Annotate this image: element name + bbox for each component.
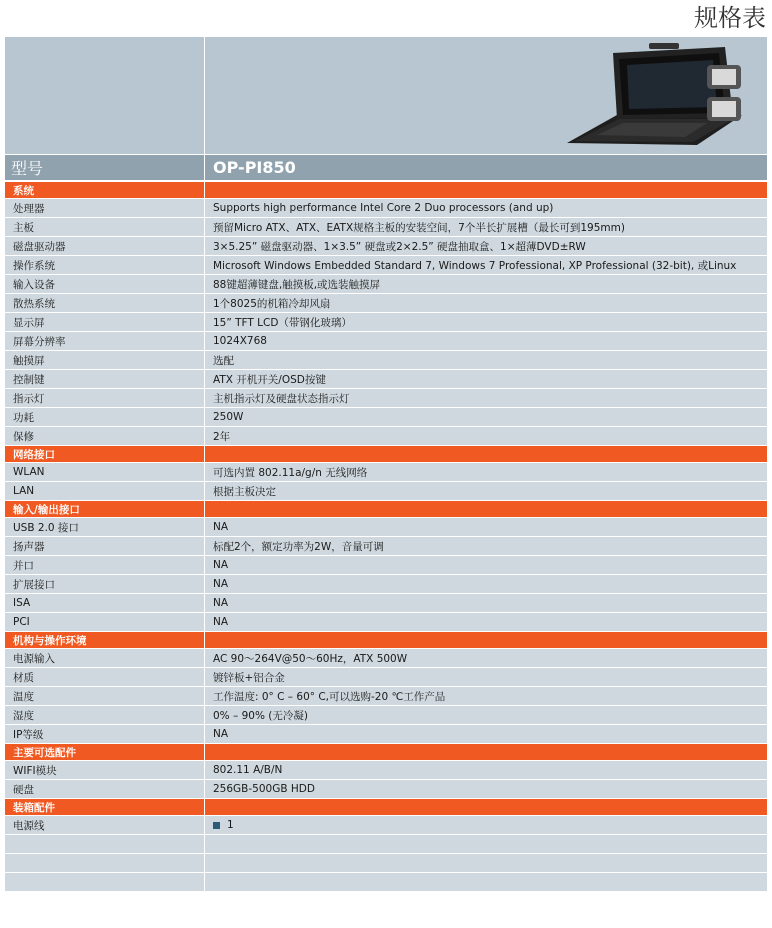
spec-row: [5, 389, 767, 408]
spec-row: [5, 351, 767, 370]
spec-table: [5, 37, 767, 892]
spec-row: [5, 594, 767, 613]
spec-label: 输入设备: [13, 278, 55, 291]
spec-value: 0% – 90% (无冷凝): [204, 706, 767, 724]
spec-value: [204, 873, 767, 891]
spec-value: 根据主板决定: [204, 482, 767, 500]
spec-row: [5, 294, 767, 313]
spec-row: [5, 482, 767, 501]
spec-row: [5, 463, 767, 482]
section-header: [5, 632, 767, 649]
blank-row: [5, 835, 767, 854]
model-label: 型号: [11, 159, 44, 178]
blank-row: [5, 873, 767, 892]
spec-row: [5, 408, 767, 427]
spec-label: LAN: [13, 485, 35, 497]
page-title: 规格表: [694, 4, 766, 32]
spec-row: [5, 237, 767, 256]
spec-value: 256GB-500GB HDD: [204, 780, 767, 798]
spec-row: [5, 613, 767, 632]
spec-label: 温度: [13, 690, 34, 703]
spec-value: [204, 182, 767, 198]
section-title: 主要可选配件: [13, 746, 76, 759]
spec-row: [5, 332, 767, 351]
spec-value: 250W: [204, 408, 767, 426]
image-header-left: [5, 37, 204, 154]
spec-row: [5, 725, 767, 744]
spec-value: [204, 744, 767, 760]
spec-row: [5, 761, 767, 780]
spec-label: 硬盘: [13, 783, 34, 796]
spec-value: [204, 835, 767, 853]
spec-label: [5, 873, 204, 891]
section-header: [5, 799, 767, 816]
spec-label: [5, 835, 204, 853]
spec-value: Microsoft Windows Embedded Standard 7, Windows 7 Professional, XP Professional (32-bit), 或Linux: [204, 256, 767, 274]
spec-label: 保修: [13, 430, 34, 443]
spec-row: [5, 706, 767, 725]
spec-row: [5, 687, 767, 706]
spec-row: [5, 427, 767, 446]
section-header: [5, 182, 767, 199]
spec-value: 标配2个，额定功率为2W，音量可调: [204, 537, 767, 555]
section-title: 装箱配件: [13, 801, 55, 814]
spec-value: 可选内置 802.11a/g/n 无线网络: [204, 463, 767, 481]
spec-label: 操作系统: [13, 259, 55, 272]
spec-row: [5, 575, 767, 594]
spec-label: 屏幕分辨率: [13, 335, 66, 348]
spec-label: IP等级: [13, 728, 44, 741]
spec-row: [5, 649, 767, 668]
spec-label: 磁盘驱动器: [13, 240, 66, 253]
spec-label: 扩展接口: [13, 578, 55, 591]
spec-label: 湿度: [13, 709, 34, 722]
section-title: 网络接口: [13, 448, 55, 461]
spec-row: [5, 199, 767, 218]
spec-label: ISA: [13, 597, 31, 609]
spec-value: 802.11 A/B/N: [204, 761, 767, 779]
section-header: [5, 446, 767, 463]
spec-value: [204, 632, 767, 648]
spec-row: [5, 780, 767, 799]
spec-label: 电源输入: [13, 652, 55, 665]
spec-value: AC 90～264V@50～60Hz，ATX 500W: [204, 649, 767, 667]
spec-label: 指示灯: [13, 392, 45, 405]
spec-value: NA: [204, 594, 767, 612]
spec-value: [204, 799, 767, 815]
spec-value: 工作温度: 0° C – 60° C,可以选购-20 ℃工作产品: [204, 687, 767, 705]
spec-value: NA: [204, 518, 767, 536]
spec-label: 触摸屏: [13, 354, 45, 367]
spec-label: 功耗: [13, 411, 34, 424]
spec-row: [5, 256, 767, 275]
spec-value: [204, 446, 767, 462]
spec-label: USB 2.0 接口: [13, 521, 79, 534]
spec-row: [5, 313, 767, 332]
spec-value: ATX 开机开关/OSD按键: [204, 370, 767, 388]
spec-value: [204, 816, 767, 834]
spec-value: 预留Micro ATX、ATX、EATX规格主板的安装空间，7个半长扩展槽（最长可到195mm): [204, 218, 767, 236]
spec-row: [5, 537, 767, 556]
image-header-row: [5, 37, 767, 155]
section-header: [5, 744, 767, 761]
spec-label: 显示屏: [13, 316, 45, 329]
spec-value: 15” TFT LCD（带钢化玻璃）: [204, 313, 767, 331]
spec-value: 主机指示灯及硬盘状态指示灯: [204, 389, 767, 407]
spec-label: PCI: [13, 616, 30, 628]
spec-label: 处理器: [13, 202, 45, 215]
spec-value: NA: [204, 613, 767, 631]
spec-label: 电源线: [13, 819, 45, 832]
product-image: [557, 43, 747, 154]
spec-label: 材质: [13, 671, 34, 684]
spec-label: WLAN: [13, 466, 45, 478]
spec-value: Supports high performance Intel Core 2 Duo processors (and up): [204, 199, 767, 217]
spec-value: NA: [204, 575, 767, 593]
spec-row: [5, 218, 767, 237]
spec-row: [5, 556, 767, 575]
product-image-cell: [204, 37, 767, 154]
spec-value: 选配: [204, 351, 767, 369]
spec-row: [5, 370, 767, 389]
spec-label: 控制键: [13, 373, 45, 386]
spec-label: 主板: [13, 221, 34, 234]
section-title: 机构与操作环境: [13, 634, 87, 647]
spec-value: 88键超薄键盘,触摸板,或选装触摸屏: [204, 275, 767, 293]
spec-label: 并口: [13, 559, 34, 572]
spec-label: 扬声器: [13, 540, 45, 553]
section-header: [5, 501, 767, 518]
spec-value: 镀锌板+铝合金: [204, 668, 767, 686]
blank-row: [5, 854, 767, 873]
section-title: 输入/输出接口: [13, 503, 80, 516]
spec-value-text: 1: [227, 819, 234, 831]
spec-value: NA: [204, 725, 767, 743]
bullet-square-icon: [213, 822, 220, 829]
spec-label: [5, 854, 204, 872]
spec-rows: [5, 182, 767, 892]
spec-row: [5, 518, 767, 537]
spec-value: 3×5.25” 磁盘驱动器、1×3.5” 硬盘或2×2.5” 硬盘抽取盒、1×超薄DVD±RW: [204, 237, 767, 255]
spec-value: 1个8025的机箱冷却风扇: [204, 294, 767, 312]
spec-label: 散热系统: [13, 297, 55, 310]
spec-value: [204, 501, 767, 517]
spec-row: [5, 816, 767, 835]
model-row: [5, 155, 767, 182]
spec-row: [5, 275, 767, 294]
spec-value: 2年: [204, 427, 767, 445]
section-title: 系统: [13, 184, 34, 197]
model-value: OP-PI850: [204, 155, 767, 180]
spec-row: [5, 668, 767, 687]
spec-value: 1024X768: [204, 332, 767, 350]
spec-value: NA: [204, 556, 767, 574]
spec-label: WIFI模块: [13, 764, 57, 777]
spec-value: [204, 854, 767, 872]
